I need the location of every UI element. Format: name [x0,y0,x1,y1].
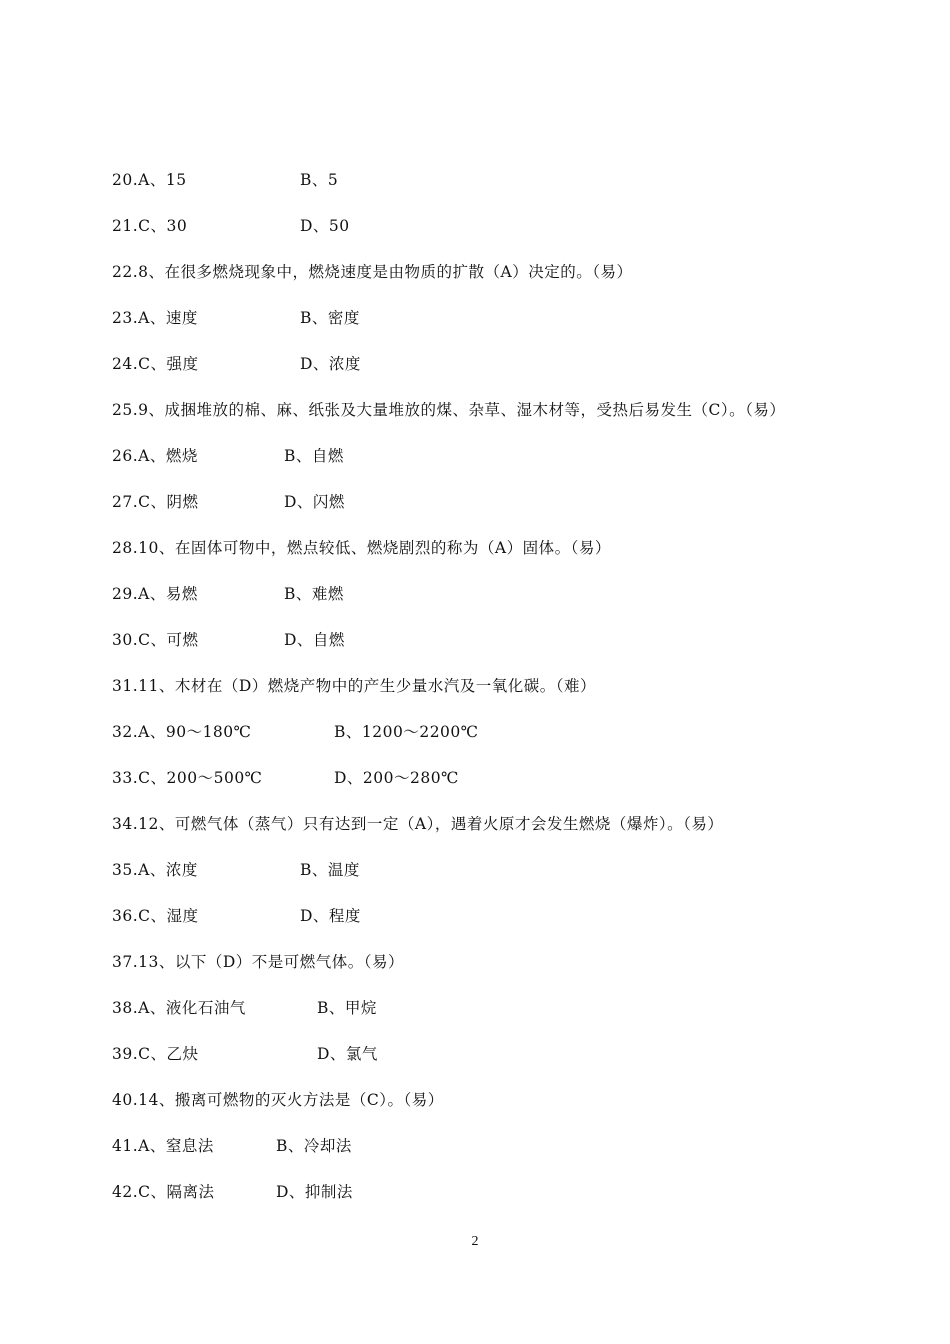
line-text: A、浓度 [138,861,198,879]
question-line [112,1134,352,1158]
option-second-column: D、闪燃 [284,493,345,511]
line-text: A、易燃 [138,585,198,603]
question-line [112,260,632,284]
question-line [112,444,344,468]
option-second-column: B、自燃 [284,447,344,465]
line-number: 22. [112,263,139,281]
line-text: C、湿度 [138,907,199,925]
line-text: A、窒息法 [138,1137,214,1155]
option-second-column: D、抑制法 [276,1183,353,1201]
question-line [112,536,611,560]
option-second-column: D、自燃 [284,631,345,649]
line-number: 42. [112,1183,139,1201]
option-second-column: B、甲烷 [317,999,377,1017]
question-line [112,214,350,238]
option-second-column: B、难燃 [284,585,344,603]
line-number: 34. [112,815,139,833]
line-text: C、乙炔 [138,1045,199,1063]
option-second-column: B、温度 [300,861,360,879]
option-second-column: D、50 [300,217,350,235]
line-text: C、可燃 [138,631,199,649]
line-number: 41. [112,1137,139,1155]
line-number: 29. [112,585,139,603]
line-number: 37. [112,953,139,971]
question-line [112,628,345,652]
line-text: C、200～500℃ [138,769,263,787]
line-number: 39. [112,1045,139,1063]
option-second-column: B、5 [300,171,339,189]
line-text: A、90～180℃ [138,723,252,741]
line-number: 28. [112,539,139,557]
line-number: 38. [112,999,139,1017]
line-number: 40. [112,1091,139,1109]
line-text: C、30 [138,217,188,235]
question-line [112,858,360,882]
line-text: 9、成捆堆放的棉、麻、纸张及大量堆放的煤、杂草、湿木材等，受热后易发生（C）。（易） [138,401,786,419]
question-line [112,582,344,606]
line-number: 30. [112,631,139,649]
question-line [112,904,361,928]
line-number: 21. [112,217,139,235]
line-text: C、隔离法 [138,1183,215,1201]
line-text: A、15 [138,171,187,189]
option-second-column: D、氯气 [317,1045,378,1063]
line-text: 13、以下（D）不是可燃气体。（易） [138,953,405,971]
option-second-column: B、密度 [300,309,360,327]
line-text: A、液化石油气 [138,999,246,1017]
option-second-column: D、200～280℃ [334,769,459,787]
line-number: 31. [112,677,139,695]
line-text: 8、在很多燃烧现象中，燃烧速度是由物质的扩散（A）决定的。（易） [138,263,633,281]
option-second-column: B、冷却法 [276,1137,352,1155]
question-line [112,306,360,330]
question-line [112,766,459,790]
line-text: C、阴燃 [138,493,199,511]
line-number: 27. [112,493,139,511]
question-line [112,1180,353,1204]
question-line [112,1088,444,1112]
line-number: 35. [112,861,139,879]
line-number: 33. [112,769,139,787]
line-text: C、强度 [138,355,199,373]
question-line [112,490,345,514]
line-number: 32. [112,723,139,741]
question-line [112,398,785,422]
line-number: 24. [112,355,139,373]
line-number: 26. [112,447,139,465]
question-line [112,996,377,1020]
question-line [112,812,723,836]
line-text: 10、在固体可物中，燃点较低、燃烧剧烈的称为（A）固体。（易） [138,539,611,557]
line-number: 23. [112,309,139,327]
question-line [112,352,361,376]
option-second-column: D、程度 [300,907,361,925]
line-number: 36. [112,907,139,925]
line-text: 14、搬离可燃物的灭火方法是（C）。（易） [138,1091,444,1109]
question-line [112,720,479,744]
line-text: A、速度 [138,309,198,327]
page-number: 2 [471,1234,479,1249]
question-line [112,674,596,698]
option-second-column: B、1200～2200℃ [334,723,479,741]
option-second-column: D、浓度 [300,355,361,373]
question-line [112,1042,378,1066]
question-line [112,950,404,974]
line-number: 25. [112,401,139,419]
line-number: 20. [112,171,139,189]
question-line [112,168,339,192]
line-text: A、燃烧 [138,447,198,465]
line-text: 11、木材在（D）燃烧产物中的产生少量水汽及一氧化碳。（难） [138,677,597,695]
line-text: 12、可燃气体（蒸气）只有达到一定（A），遇着火原才会发生燃烧（爆炸）。（易） [138,815,724,833]
